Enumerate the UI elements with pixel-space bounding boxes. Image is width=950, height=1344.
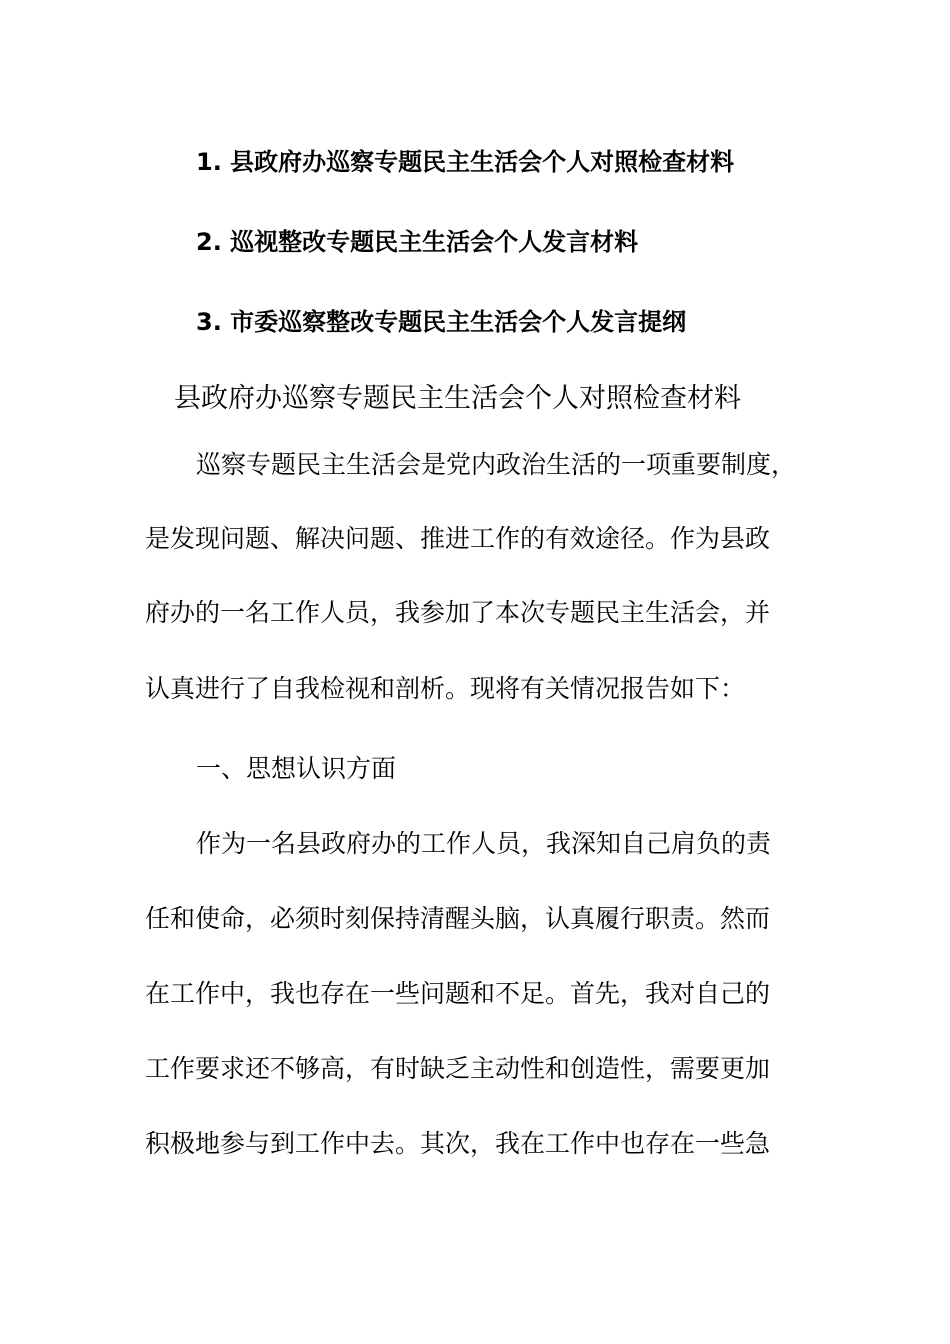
paragraph-line: 积极地参与到工作中去。其次，我在工作中也存在一些急: [145, 1129, 771, 1158]
paragraph-line: 作为一名县政府办的工作人员，我深知自己肩负的责: [196, 829, 772, 858]
paragraph-line: 认真进行了自我检视和剖析。现将有关情况报告如下：: [145, 674, 746, 703]
paragraph-line: 在工作中，我也存在一些问题和不足。首先，我对自己的: [145, 979, 771, 1008]
paragraph-line: 工作要求还不够高，有时缺乏主动性和创造性，需要更加: [145, 1054, 771, 1083]
paragraph-line: 府办的一名工作人员，我参加了本次专题民主生活会，并: [145, 598, 771, 627]
toc-item-1: 1. 县政府办巡察专题民主生活会个人对照检查材料: [196, 148, 735, 176]
paragraph-line: 巡察专题民主生活会是党内政治生活的一项重要制度，: [196, 450, 797, 479]
paragraph-line: 是发现问题、解决问题、推进工作的有效途径。作为县政: [145, 524, 771, 553]
paragraph-line: 任和使命，必须时刻保持清醒头脑，认真履行职责。然而: [145, 904, 771, 933]
toc-item-2: 2. 巡视整改专题民主生活会个人发言材料: [196, 228, 639, 256]
section-heading: 一、思想认识方面: [196, 754, 397, 783]
toc-item-3: 3. 市委巡察整改专题民主生活会个人发言提纲: [196, 308, 687, 336]
document-title: 县政府办巡察专题民主生活会个人对照检查材料: [174, 383, 741, 414]
